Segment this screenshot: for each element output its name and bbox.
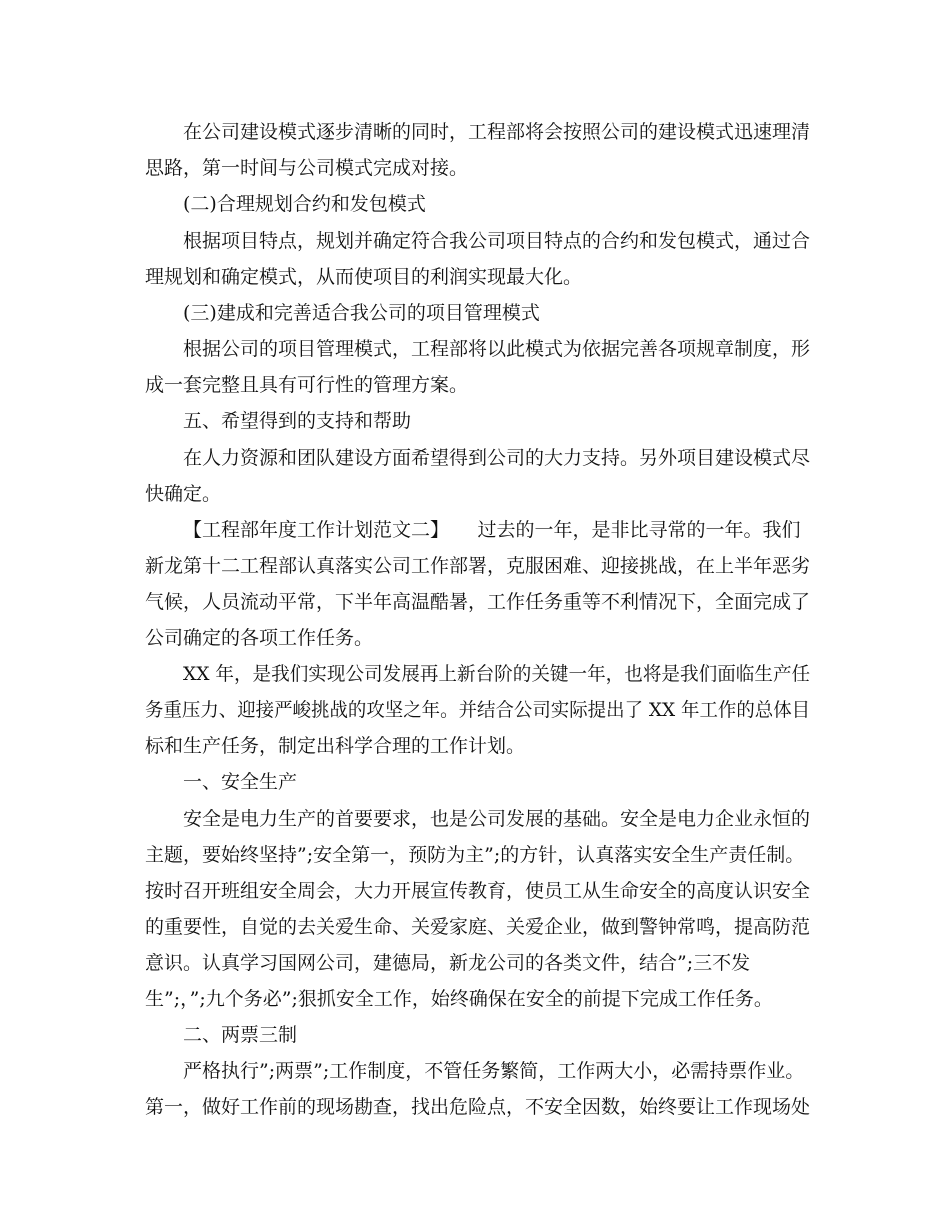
paragraph-line: 严格执行”;两票”;工作制度，不管任务繁简，工作两大小，必需持票作业。 [183,1060,805,1082]
paragraph-line: 【工程部年度工作计划范文二】 过去的一年，是非比寻常的一年。我们 [183,519,801,541]
section-heading: (三)建成和完善适合我公司的项目管理模式 [183,302,540,324]
paragraph-line: 标和生产任务，制定出科学合理的工作计划。 [145,735,526,757]
section-heading: 五、希望得到的支持和帮助 [183,410,412,432]
paragraph-line: 快确定。 [145,483,222,505]
paragraph-line: 第一，做好工作前的现场勘查，找出危险点，不安全因数，始终要让工作现场处 [145,1096,811,1118]
paragraph-line: 成一套完整且具有可行性的管理方案。 [145,374,469,396]
paragraph-line: 公司确定的各项工作任务。 [145,627,374,649]
section-heading: 二、两票三制 [183,1024,298,1046]
paragraph-line: 生”;，”;九个务必”;狠抓安全工作，始终确保在安全的前提下完成工作任务。 [145,988,773,1010]
paragraph-line: 的重要性，自觉的去关爱生命、关爱家庭、关爱企业，做到警钟常鸣，提高防范 [145,916,811,938]
paragraph-line: XX 年，是我们实现公司发展再上新台阶的关键一年，也将是我们面临生产任 [183,663,811,685]
paragraph-line: 在人力资源和团队建设方面希望得到公司的大力支持。另外项目建设模式尽 [183,447,811,469]
paragraph-line: 新龙第十二工程部认真落实公司工作部署，克服困难、迎接挑战，在上半年恶劣 [145,555,811,577]
paragraph-line: 务重压力、迎接严峻挑战的攻坚之年。并结合公司实际提出了 XX 年工作的总体目 [145,699,811,721]
paragraph-line: 根据公司的项目管理模式，工程部将以此模式为依据完善各项规章制度，形 [183,338,811,360]
paragraph-line: 气候，人员流动平常，下半年高温酷暑，工作任务重等不利情况下，全面完成了 [145,591,811,613]
paragraph-line: 根据项目特点，规划并确定符合我公司项目特点的合约和发包模式，通过合 [183,230,811,252]
paragraph-line: 安全是电力生产的首要要求，也是公司发展的基础。安全是电力企业永恒的 [183,808,811,830]
paragraph-line: 在公司建设模式逐步清晰的同时，工程部将会按照公司的建设模式迅速理清 [183,121,811,143]
paragraph-line: 按时召开班组安全周会，大力开展宣传教育，使员工从生命安全的高度认识安全 [145,880,811,902]
paragraph-line: 理规划和确定模式，从而使项目的利润实现最大化。 [145,266,583,288]
section-heading: 一、安全生产 [183,771,298,793]
paragraph-line: 主题，要始终坚持”;安全第一，预防为主”;的方针，认真落实安全生产责任制。 [145,844,805,866]
section-heading: (二)合理规划合约和发包模式 [183,193,426,215]
paragraph-line: 意识。认真学习国网公司，建德局，新龙公司的各类文件，结合”;三不发 [145,952,751,974]
paragraph-line: 思路，第一时间与公司模式完成对接。 [145,157,469,179]
